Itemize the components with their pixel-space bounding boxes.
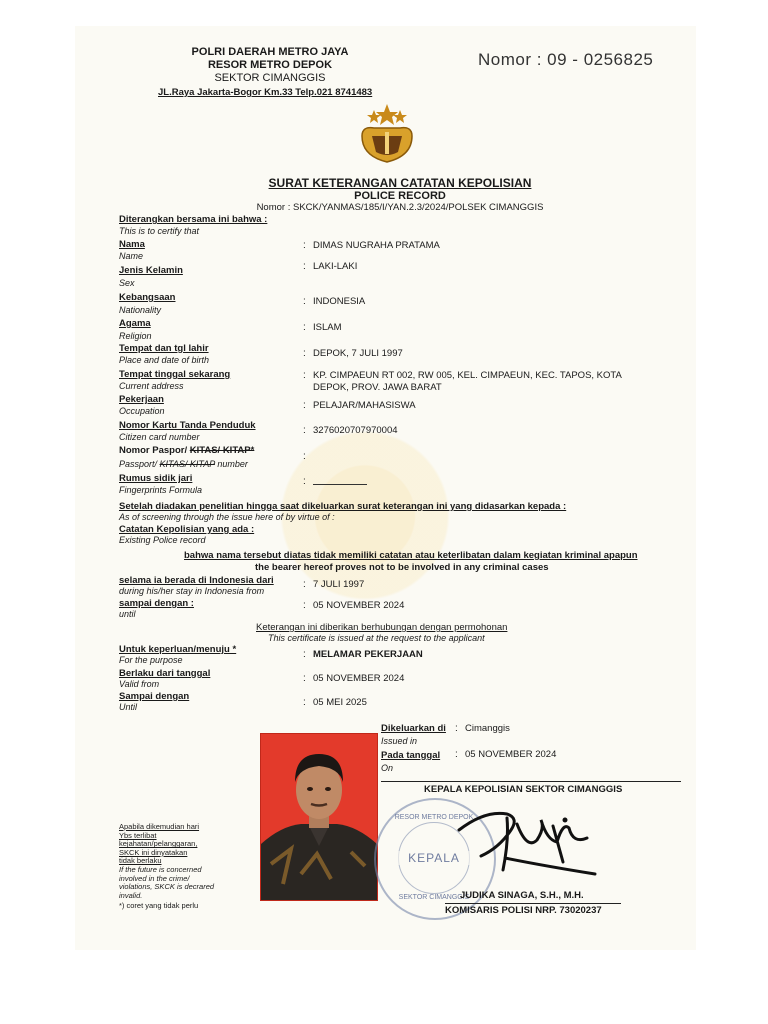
field-address-value: KP. CIMPAEUN RT 002, RW 005, KEL. CIMPAEUN, KEC. TAPOS, KOTA <box>313 370 622 381</box>
note-line-2: Ybs terlibat <box>119 830 157 840</box>
field-sex-value: LAKI-LAKI <box>313 261 358 272</box>
field-birth-label: Tempat dan tgl lahir <box>119 343 209 354</box>
field-fingerprint-en: Fingerprints Formula <box>119 485 203 495</box>
colon: : <box>303 296 306 307</box>
signature-name-line <box>445 903 621 904</box>
title-main: SURAT KETERANGAN CATATAN KEPOLISIAN <box>268 176 532 190</box>
colon: : <box>303 579 306 590</box>
applicant-photo <box>260 733 378 901</box>
records-label: Catatan Kepolisian yang ada : <box>119 524 255 535</box>
request-en: This certificate is issued at the request to the applicant <box>268 633 485 643</box>
fingerprint-blank-line <box>313 484 367 485</box>
note-line-5: tidak berlaku <box>119 856 162 866</box>
header-line1: POLRI DAERAH METRO JAYA <box>191 46 349 58</box>
field-passport-label <box>119 445 254 456</box>
colon: : <box>303 261 306 272</box>
colon: : <box>303 649 306 660</box>
police-emblem-watermark <box>270 430 460 620</box>
colon: : <box>303 348 306 359</box>
intro-label: Diterangkan bersama ini bahwa : <box>119 214 268 225</box>
title-sub: POLICE RECORD <box>354 190 446 202</box>
stay-from-en: during his/her stay in Indonesia from <box>119 586 265 596</box>
field-nationality-label: Kebangsaan <box>119 292 176 303</box>
footnote: *) coret yang tidak perlu <box>119 901 199 911</box>
colon: : <box>303 476 306 487</box>
field-idcard-label: Nomor Kartu Tanda Penduduk <box>119 420 256 431</box>
signature-office: KEPALA KEPOLISIAN SEKTOR CIMANGGIS <box>424 784 623 795</box>
passport-label-a: Nomor Paspor/ <box>119 445 190 456</box>
issued-in-en: Issued in <box>381 736 418 746</box>
stamp-top-text: RESOR METRO DEPOK <box>394 814 474 821</box>
screening-en: As of screening through the issue here of by virtue of : <box>119 512 335 522</box>
field-address-en: Current address <box>119 381 184 391</box>
field-passport-en <box>119 459 248 470</box>
stay-from-label: selama ia berada di Indonesia dari <box>119 575 274 586</box>
field-idcard-value: 3276020707970004 <box>313 425 398 436</box>
colon: : <box>455 749 458 760</box>
passport-en-b: KITAS/ KITAP <box>159 459 215 469</box>
signature-divider <box>381 781 681 782</box>
field-occupation-label: Pekerjaan <box>119 394 164 405</box>
colon: : <box>303 673 306 684</box>
valid-from-label: Berlaku dari tanggal <box>119 668 211 679</box>
header-block <box>170 46 370 85</box>
field-sex-label: Jenis Kelamin <box>119 265 183 276</box>
validity-note <box>119 823 214 911</box>
note-en-1: If the future is concerned <box>119 864 202 874</box>
issued-in-label: Dikeluarkan di <box>381 723 446 734</box>
request-id: Keterangan ini diberikan berhubungan dengan permohonan <box>256 622 508 633</box>
passport-label-b: KITAS/ KITAP* <box>189 445 255 456</box>
colon: : <box>303 451 306 462</box>
statement-en: the bearer hereof proves not to be involved in any criminal cases <box>255 562 549 573</box>
portrait-icon <box>261 734 377 900</box>
issue-date-value: 05 NOVEMBER 2024 <box>465 749 557 760</box>
field-name-label: Nama <box>119 239 145 250</box>
note-line-4: SKCK ini dinyatakan <box>119 847 188 857</box>
valid-until-value: 05 MEI 2025 <box>313 697 367 708</box>
issue-date-en: On <box>381 763 394 773</box>
colon: : <box>303 240 306 251</box>
stamp-center-text: KEPALA <box>386 851 482 865</box>
colon: : <box>303 370 306 381</box>
purpose-label: Untuk keperluan/menuju * <box>119 644 237 655</box>
purpose-en: For the purpose <box>119 655 183 665</box>
valid-from-value: 05 NOVEMBER 2024 <box>313 673 405 684</box>
title-block <box>150 176 650 213</box>
title-number: Nomor : SKCK/YANMAS/185/I/YAN.2.3/2024/POLSEK CIMANGGIS <box>256 202 544 213</box>
signature-name: JUDIKA SINAGA, S.H., M.H. <box>460 890 584 901</box>
field-address-value-2: DEPOK, PROV. JAWA BARAT <box>313 382 442 393</box>
stay-until-en: until <box>119 609 136 619</box>
intro-en: This is to certify that <box>119 226 200 236</box>
issue-date-label: Pada tanggal <box>381 750 441 761</box>
field-religion-label: Agama <box>119 318 151 329</box>
field-birth-value: DEPOK, 7 JULI 1997 <box>313 348 403 359</box>
note-en-3: violations, SKCK is decrared <box>119 882 215 892</box>
field-idcard-en: Citizen card number <box>119 432 200 442</box>
issued-in-value: Cimanggis <box>465 723 510 734</box>
field-name-en: Name <box>119 251 144 261</box>
stay-from-value: 7 JULI 1997 <box>313 579 365 590</box>
police-emblem-icon <box>354 102 420 164</box>
field-religion-value: ISLAM <box>313 322 342 333</box>
statement-id: bahwa nama tersebut diatas tidak memiliki catatan atau keterlibatan dalam kegiatan kriminal apapun <box>184 550 638 561</box>
colon: : <box>303 600 306 611</box>
header-line3: SEKTOR CIMANGGIS <box>214 72 326 84</box>
field-nationality-en: Nationality <box>119 305 162 315</box>
note-en-2: involved in the crime/ <box>119 873 190 883</box>
valid-from-en: Valid from <box>119 679 160 689</box>
field-religion-en: Religion <box>119 331 152 341</box>
stay-until-label: sampai dengan : <box>119 598 194 609</box>
field-fingerprint-label: Rumus sidik jari <box>119 473 193 484</box>
field-sex-en: Sex <box>119 278 135 288</box>
field-occupation-en: Occupation <box>119 406 165 416</box>
note-en-4: invalid. <box>119 890 143 900</box>
field-birth-en: Place and date of birth <box>119 355 210 365</box>
field-address-label: Tempat tinggal sekarang <box>119 369 231 380</box>
passport-en-c: number <box>214 459 248 469</box>
colon: : <box>303 697 306 708</box>
note-line-3: kejahatan/pelanggaran, <box>119 839 198 849</box>
stamp-bottom-text: SEKTOR CIMANGGIS <box>398 894 470 901</box>
records-en: Existing Police record <box>119 535 206 545</box>
field-nationality-value: INDONESIA <box>313 296 366 307</box>
colon: : <box>303 425 306 436</box>
field-occupation-value: PELAJAR/MAHASISWA <box>313 400 416 411</box>
document-number: Nomor : 09 - 0256825 <box>478 50 654 69</box>
valid-until-en: Until <box>119 702 138 712</box>
header-line2: RESOR METRO DEPOK <box>207 59 333 71</box>
passport-en-a: Passport/ <box>119 459 160 469</box>
colon: : <box>303 400 306 411</box>
colon: : <box>303 322 306 333</box>
purpose-value: MELAMAR PEKERJAAN <box>313 649 423 660</box>
colon: : <box>455 723 458 734</box>
field-name-value: DIMAS NUGRAHA PRATAMA <box>313 240 440 251</box>
valid-until-label: Sampai dengan <box>119 691 190 702</box>
signature-mark <box>445 800 605 882</box>
signature-rank: KOMISARIS POLISI NRP. 73020237 <box>445 905 602 916</box>
screening-label: Setelah diadakan penelitian hingga saat dikeluarkan surat keterangan ini yang didasarkan kepada : <box>119 501 567 512</box>
note-line-1: Apabila dikemudian hari <box>119 822 200 831</box>
header-address: JL.Raya Jakarta-Bogor Km.33 Telp.021 8741483 <box>158 87 373 98</box>
stay-until-value: 05 NOVEMBER 2024 <box>313 600 405 611</box>
